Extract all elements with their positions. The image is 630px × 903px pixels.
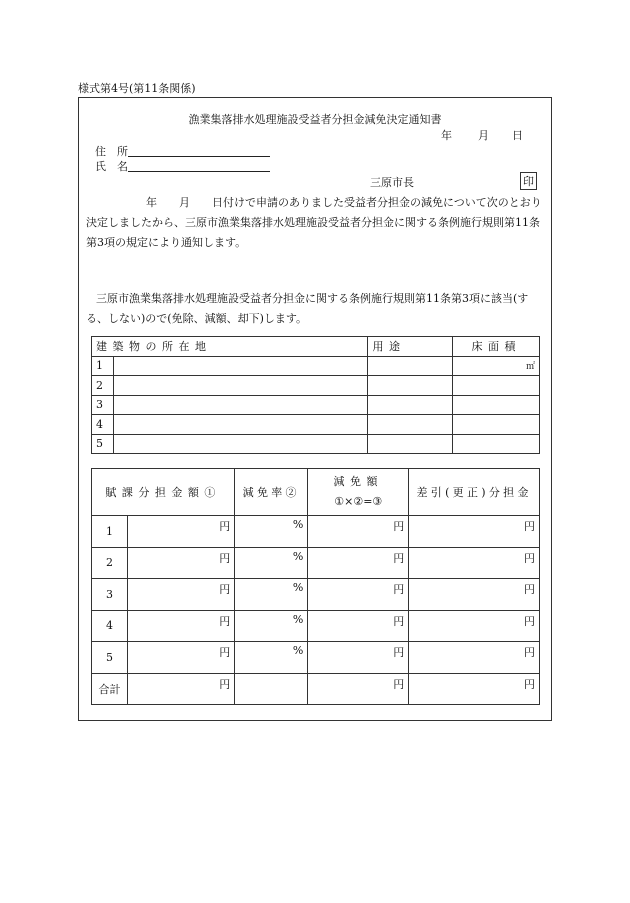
row-number: 3	[92, 395, 114, 415]
row-number: 4	[92, 415, 114, 435]
decision-paragraph: 三原市漁業集落排水処理施設受益者分担金に関する条例施行規則第11条第3項に該当(する、しない)ので(免除、減額、却下)します。	[86, 292, 529, 325]
location-cell[interactable]	[114, 376, 368, 396]
table-row	[92, 395, 540, 415]
balance-cell[interactable]: 円	[409, 610, 540, 642]
reduction-formula: ①×②=③	[334, 495, 383, 508]
location-cell[interactable]	[114, 434, 368, 454]
assessed-cell[interactable]: 円	[128, 516, 235, 548]
balance-cell[interactable]: 円	[409, 642, 540, 674]
name-line[interactable]	[128, 158, 270, 172]
assessed-cell[interactable]: 円	[128, 579, 235, 611]
charge-table	[91, 468, 540, 705]
issuer: 三原市長	[370, 176, 414, 189]
address-line[interactable]	[128, 143, 270, 157]
balance-cell[interactable]: 円	[409, 547, 540, 579]
table-row	[92, 579, 540, 611]
row-number: 2	[92, 376, 114, 396]
date-month: 月	[478, 129, 489, 142]
name-label: 氏 名	[95, 160, 128, 173]
assessed-cell[interactable]: 円	[128, 610, 235, 642]
row-number: 4	[92, 610, 128, 642]
header-assessed: 賦課分担金額①	[92, 469, 235, 516]
use-cell[interactable]	[368, 415, 453, 435]
assessed-cell[interactable]: 円	[128, 642, 235, 674]
rate-cell[interactable]: %	[235, 579, 308, 611]
row-number: 5	[92, 434, 114, 454]
row-number: 2	[92, 547, 128, 579]
reduction-cell[interactable]: 円	[308, 579, 409, 611]
reduction-total-cell[interactable]: 円	[308, 673, 409, 705]
reduction-cell[interactable]: 円	[308, 516, 409, 548]
assessed-total-cell[interactable]: 円	[128, 673, 235, 705]
header-rate: 減免率②	[235, 469, 308, 516]
use-cell[interactable]	[368, 395, 453, 415]
row-number: 1	[92, 356, 114, 376]
form-number: 様式第4号(第11条関係)	[78, 82, 196, 95]
floor-area-cell[interactable]: ㎡	[453, 356, 540, 376]
table-row	[92, 415, 540, 435]
header-location: 建築物の所在地	[92, 337, 368, 357]
floor-area-cell[interactable]	[453, 395, 540, 415]
rate-cell[interactable]: %	[235, 547, 308, 579]
reduction-cell[interactable]: 円	[308, 610, 409, 642]
total-label: 合計	[92, 673, 128, 705]
balance-cell[interactable]: 円	[409, 579, 540, 611]
table-row	[92, 376, 540, 396]
date-year: 年	[441, 129, 452, 142]
date-day: 日	[512, 129, 523, 142]
floor-area-cell[interactable]	[453, 376, 540, 396]
header-floor-area: 床面積	[453, 337, 540, 357]
reduction-cell[interactable]: 円	[308, 642, 409, 674]
table-row	[92, 547, 540, 579]
table-row	[92, 516, 540, 548]
header-reduction	[308, 469, 409, 516]
header-use: 用途	[368, 337, 453, 357]
rate-cell[interactable]: %	[235, 642, 308, 674]
location-cell[interactable]	[114, 395, 368, 415]
header-balance: 差引(更正)分担金	[409, 469, 540, 516]
seal-mark: 印	[520, 172, 537, 190]
floor-area-cell[interactable]	[453, 415, 540, 435]
location-cell[interactable]	[114, 356, 368, 376]
balance-cell[interactable]: 円	[409, 516, 540, 548]
total-row	[92, 673, 540, 705]
rate-cell[interactable]: %	[235, 610, 308, 642]
balance-total-cell[interactable]: 円	[409, 673, 540, 705]
table-row	[92, 434, 540, 454]
table-row	[92, 610, 540, 642]
use-cell[interactable]	[368, 356, 453, 376]
use-cell[interactable]	[368, 434, 453, 454]
row-number: 1	[92, 516, 128, 548]
address-label: 住 所	[95, 145, 128, 158]
row-number: 5	[92, 642, 128, 674]
rate-total-cell	[235, 673, 308, 705]
use-cell[interactable]	[368, 376, 453, 396]
table-row	[92, 642, 540, 674]
rate-cell[interactable]: %	[235, 516, 308, 548]
reduction-cell[interactable]: 円	[308, 547, 409, 579]
floor-area-cell[interactable]	[453, 434, 540, 454]
notice-paragraph: 年 月 日付けで申請のありました受益者分担金の減免について次のとおり決定しましたから、三原市漁業集落排水処理施設受益者分担金に関する条例施行規則第11条第3項の規定により通知します。	[86, 196, 542, 249]
table-row	[92, 356, 540, 376]
row-number: 3	[92, 579, 128, 611]
assessed-cell[interactable]: 円	[128, 547, 235, 579]
document-title: 漁業集落排水処理施設受益者分担金減免決定通知書	[188, 113, 442, 126]
reduction-label: 減免額	[333, 475, 384, 488]
building-table	[91, 336, 540, 454]
location-cell[interactable]	[114, 415, 368, 435]
